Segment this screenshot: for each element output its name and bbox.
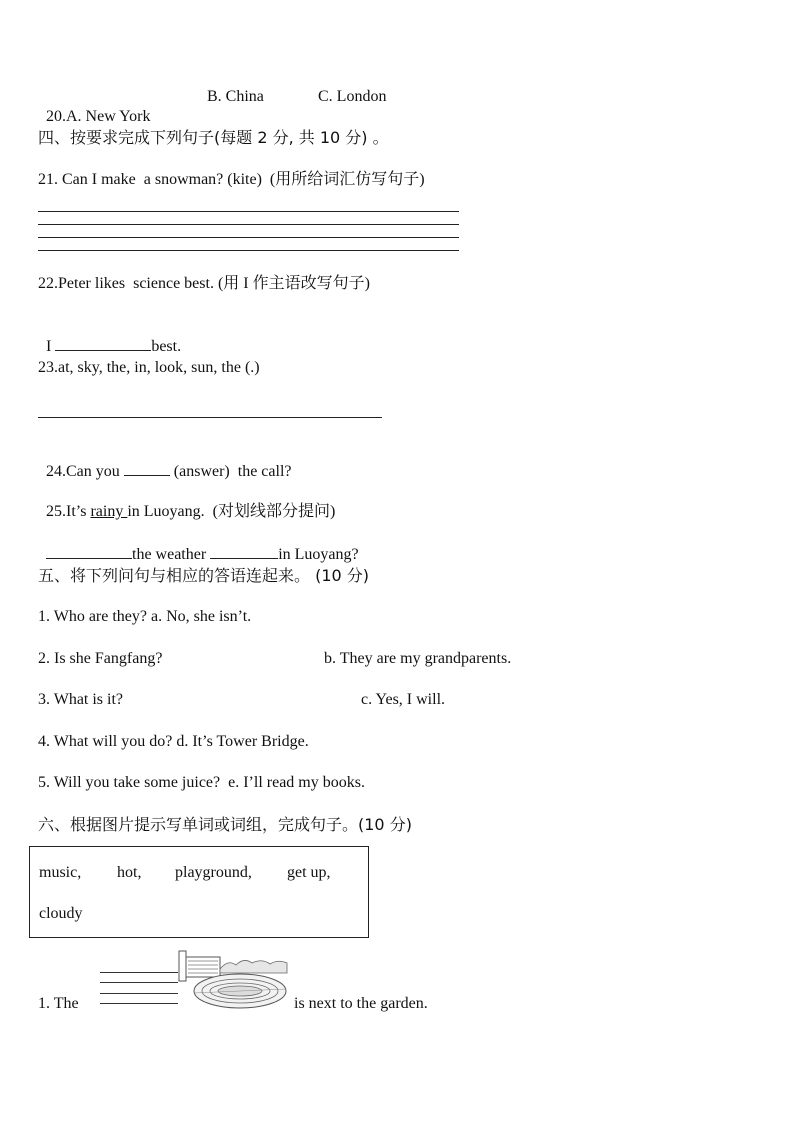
match-item-3-question: 3. What is it? [38,691,124,708]
section-6-heading: 六、根据图片提示写单词或词组，完成句子。(10 分) [38,815,412,834]
q22-prompt: 22.Peter likes science best. (用 I 作主语改写句子) [38,275,370,292]
word-bank-box [29,846,369,938]
q21-answer-line-4[interactable] [38,250,459,251]
q24-line [38,441,292,482]
match-item-2-question: 2. Is she Fangfang? [38,650,163,667]
q20-option-c: C. London [318,88,387,105]
q22-end-word: best. [151,338,182,355]
q23-prompt: 23.at, sky, the, in, look, sun, the (.) [38,359,260,376]
q22-start-word: I [46,338,52,355]
s6-q1-prefix: 1. The [38,995,79,1012]
q25-underlined-word: rainy [90,503,128,520]
playground-picture [178,949,288,1011]
q24-blank[interactable] [124,461,170,476]
match-item-3-answer: c. Yes, I will. [361,691,446,708]
q20-number: 20. [46,108,66,125]
q21-prompt: 21. Can I make a snowman? (kite) (用所给词汇仿写句子) [38,171,425,188]
match-item-1: 1. Who are they? a. No, she isn’t. [38,608,252,625]
q25-middle: the weather [132,546,207,563]
q21-answer-line-2[interactable] [38,224,459,225]
word-bank-item: music, [39,864,82,881]
q21-answer-line-3[interactable] [38,237,459,238]
q21-answer-line-1[interactable] [38,211,459,212]
q25-prefix: 25.It’s [46,503,91,520]
q20-option-a: A. New York [66,108,151,125]
match-item-4: 4. What will you do? d. It’s Tower Bridge. [38,733,309,750]
q24-suffix: (answer) the call? [173,463,292,480]
q25-blank-1[interactable] [46,544,132,559]
match-item-2-answer: b. They are my grandparents. [324,650,512,667]
q20-option-b: B. China [207,88,264,105]
word-bank-item: playground, [175,864,252,881]
section-4-heading: 四、按要求完成下列句子(每题 2 分, 共 10 分) 。 [38,128,389,147]
q23-answer-line[interactable] [38,417,382,418]
q25-suffix: in Luoyang. (对划线部分提问) [127,503,336,520]
q25-prompt [38,482,335,522]
word-bank-item: hot, [117,864,142,881]
s6-q1-suffix: is next to the garden. [294,995,428,1012]
s6-q1-writing-lines[interactable] [100,968,178,1008]
section-5-heading: 五、将下列问句与相应的答语连起来。 (10 分) [38,566,370,585]
match-item-5: 5. Will you take some juice? e. I’ll read my books. [38,774,365,791]
q20-line [38,87,150,127]
q25-blank-2[interactable] [210,544,278,559]
q25-end: in Luoyang? [278,546,359,563]
q22-blank[interactable] [55,336,151,351]
word-bank-item: cloudy [39,905,83,922]
word-bank-item: get up, [287,864,331,881]
q25-answer-line [38,524,359,565]
q24-prefix: 24.Can you [46,463,120,480]
q22-answer-line [38,316,181,357]
